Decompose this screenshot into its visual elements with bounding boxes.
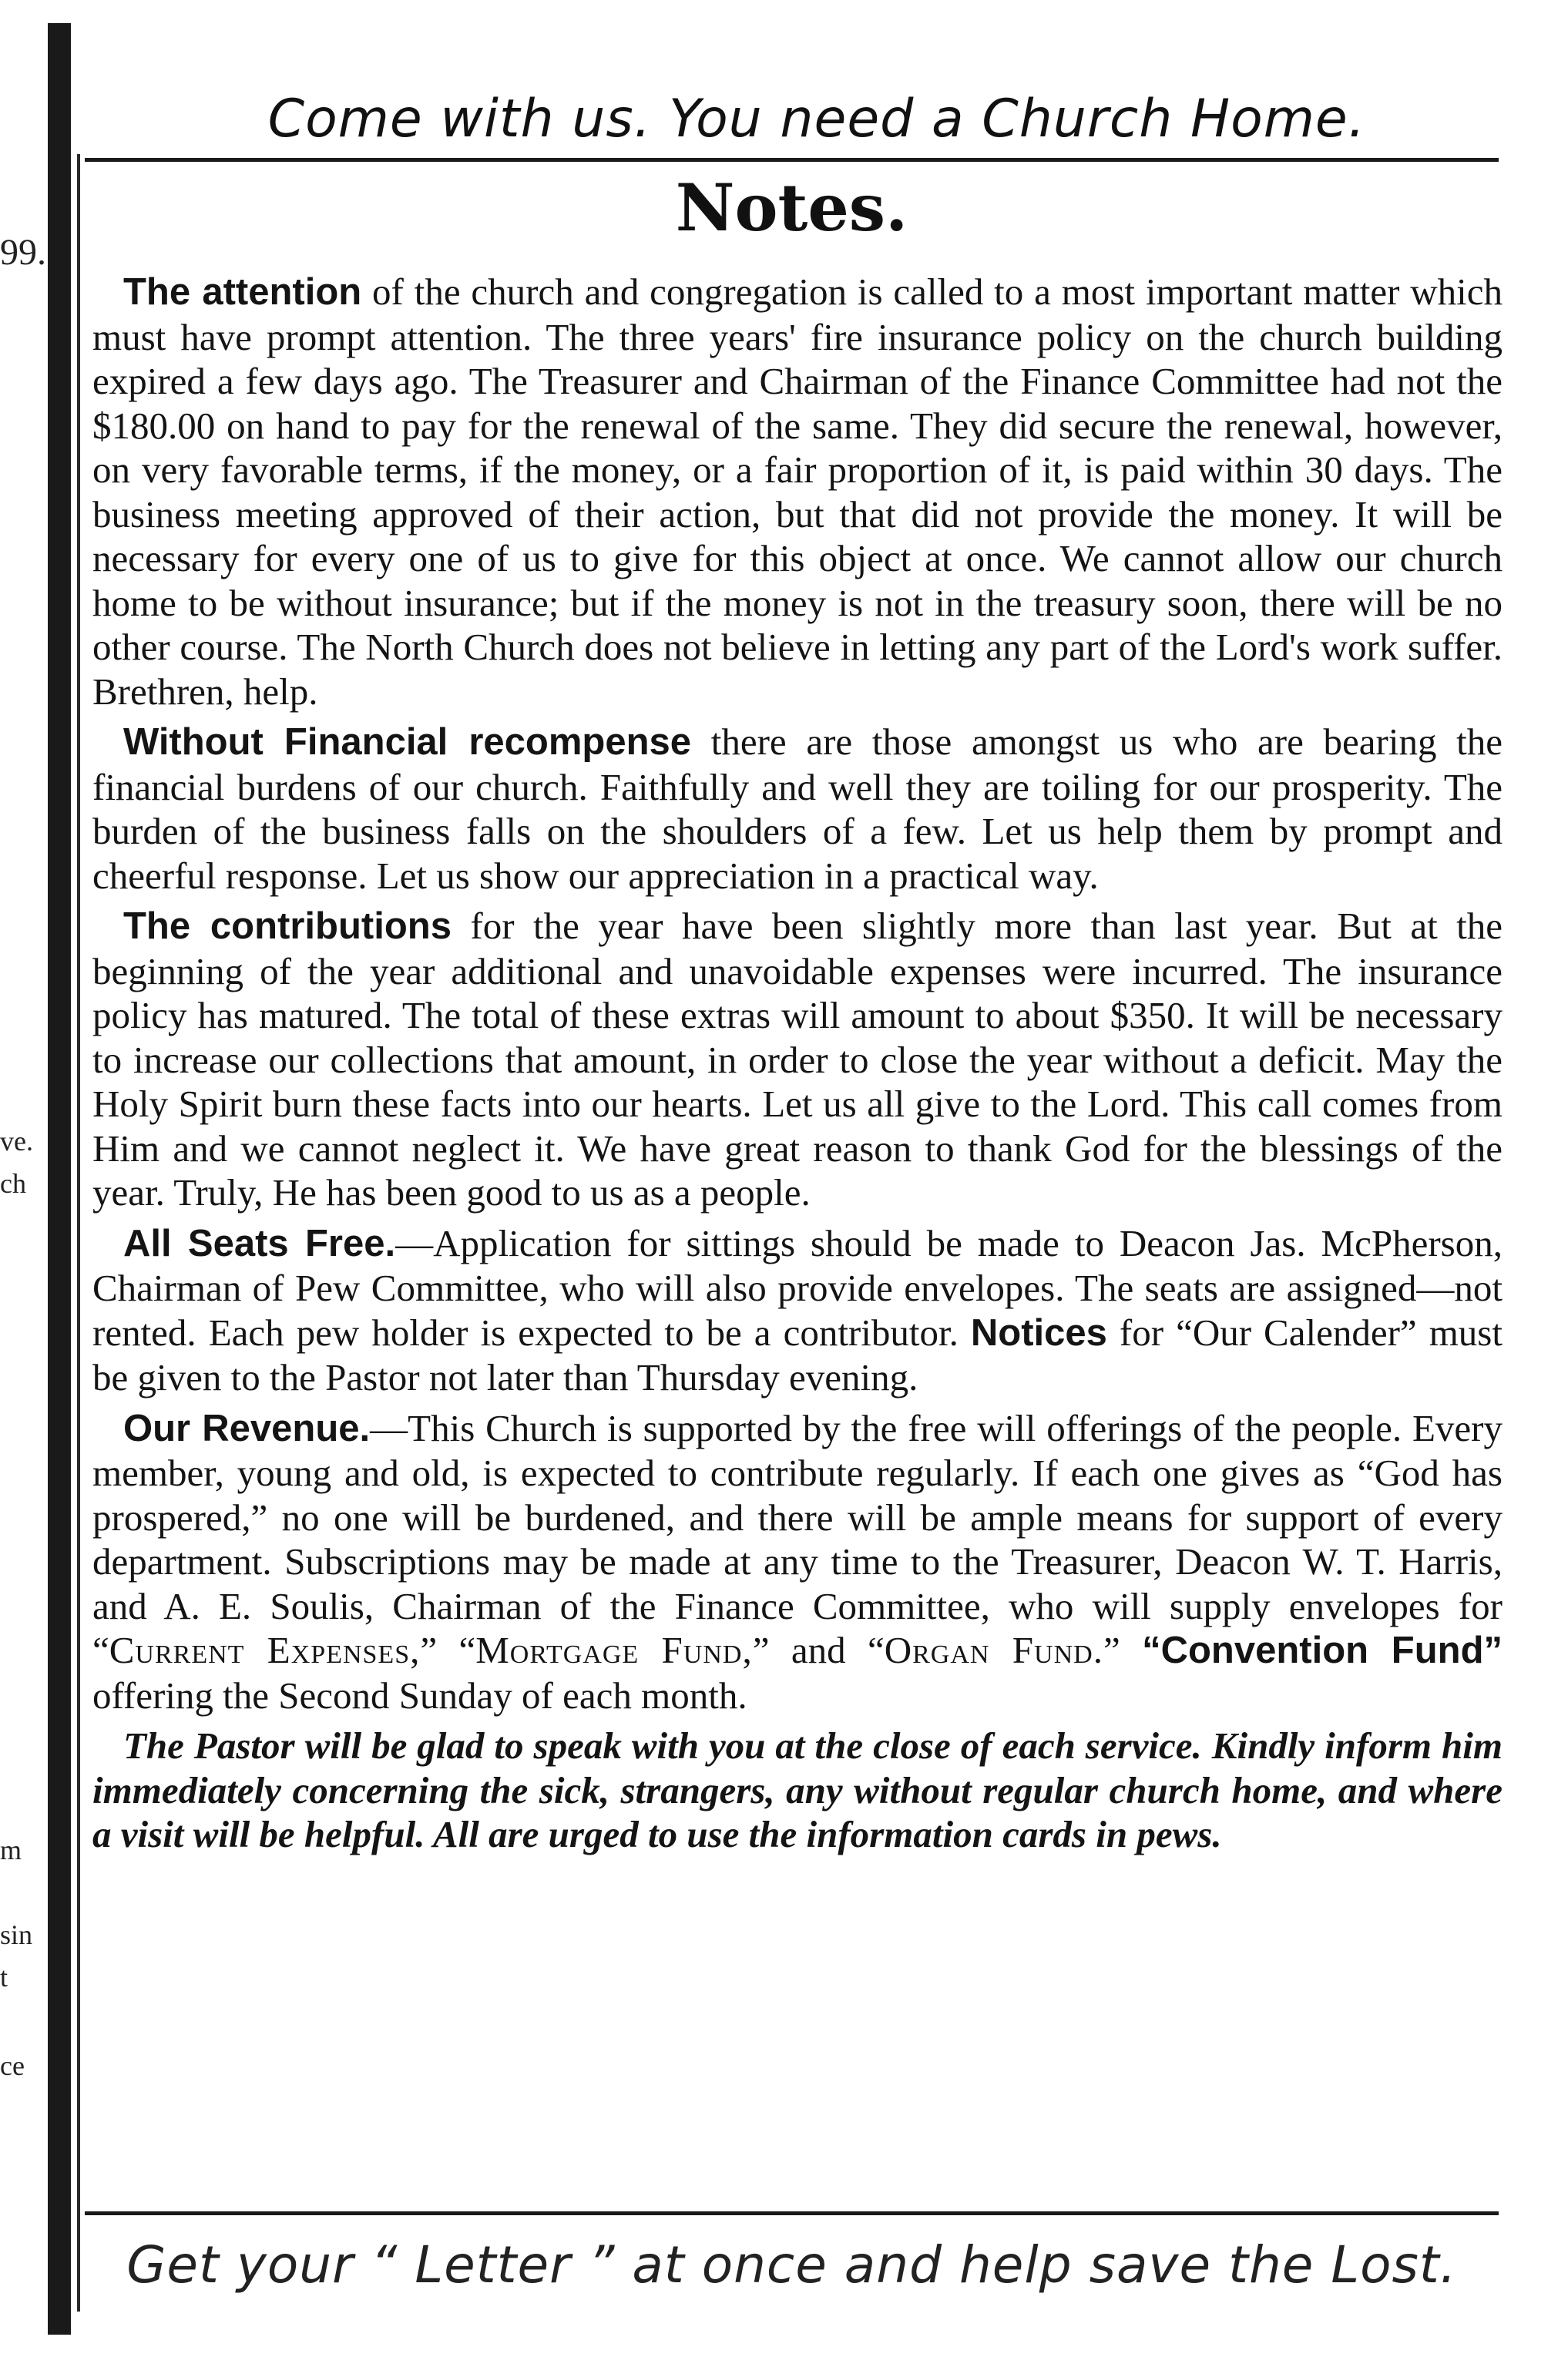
paragraph-financial [92, 720, 1503, 898]
margin-fragment: ve. [0, 1126, 33, 1157]
margin-fragment: ce [0, 2050, 25, 2081]
paragraph-lead: “Convention Fund” [1142, 1630, 1503, 1671]
margin-fragment: sin [0, 1919, 33, 1950]
margin-fragment: m [0, 1835, 22, 1865]
footer-rule [85, 2211, 1499, 2215]
paragraph-text: offering the Second Sunday of each month. [92, 1674, 747, 1717]
paragraph-attention [92, 270, 1503, 713]
margin-fragment: ch [0, 1168, 26, 1199]
paragraph-text: of the church and congregation is called to a most important matter which must have prompt attention. The three years' fire insurance policy on the church building expired a few days ago. The Treasurer and Chairman of the Finance Committee had not the $180.00 on hand to pay for the renewal of the same. They did secure the renewal, however, on very favorable terms, if the money, or a fair proportion of it, is paid within 30 days. The business meeting approved of their action, but that did not provide the money. It will be necessary for every one of us to give for this object at once. We cannot allow our church home to be without insurance; but if the money is not in the treasury soon, there will be no other course. The North Church does not believe in letting any part of the Lord's work suffer. Brethren, help. [92, 270, 1503, 713]
paragraph-text: for the year have been slightly more than last year. But at the beginning of the year additional and unavoidable expenses were incurred. The insurance policy has matured. The total of these extras will amount to about $350. It will be necessary to increase our collections that amount, in order to close the year without a deficit. May the Holy Spirit burn these facts into our hearts. Let us all give to the Lord. This call comes from Him and we cannot neglect it. We have great reason to thank God for the blessings of the year. Truly, He has been good to us as a people. [92, 905, 1503, 1214]
paragraph-lead: The attention [123, 271, 362, 313]
paragraph-text: ” “ [420, 1629, 476, 1671]
paragraph-text: —This Church is supported by the free will offerings of the people. Every member, young and old, is expected to contribute regularly. If each one gives as “God has prospered,” no one will be burdened, and there will be ample means for support of every department. Subscriptions may be made at any time to the Treasurer, Deacon W. T. Harris, and A. E. Soulis, Chairman of the Finance Committee, who will supply envelopes for “ [92, 1406, 1503, 1671]
footer-slogan: Get your “ Letter ” at once and help save the Lost. [126, 2235, 1457, 2295]
header-rule [85, 158, 1499, 162]
paragraph-lead: Without Financial recompense [123, 721, 692, 763]
paragraph-contributions [92, 904, 1503, 1215]
fund-name: Current Expenses, [109, 1629, 421, 1671]
paragraph-text: The Pastor will be glad to speak with you at the close of each service. Kindly inform him immediately concerning the sick, strangers, any without regular church home, and where a visit will be helpful. All are urged to use the information cards in pews. [92, 1724, 1503, 1855]
paragraph-text: ” and “ [752, 1629, 885, 1671]
paragraph-lead: The contributions [123, 905, 452, 947]
fund-name: Organ Fund. [884, 1629, 1103, 1671]
paragraph-text: for “Our Calender” must be given to the Pastor not later than Thursday evening. [92, 1311, 1503, 1398]
notes-body [92, 270, 1503, 1863]
paragraph-lead: Notices [970, 1311, 1107, 1354]
paragraph-text: —Application for sittings should be made to Deacon Jas. McPherson, Chairman of Pew Committee, who will also provide envelopes. The seats are assigned—not rented. Each pew holder is expected to be a contributor. [92, 1221, 1503, 1354]
header-slogan: Come with us. You need a Church Home. [267, 89, 1366, 149]
paragraph-lead: All Seats Free. [123, 1222, 396, 1264]
paragraph-seats [92, 1221, 1503, 1400]
fund-name: Mortgage Fund, [475, 1629, 753, 1671]
paragraph-lead: Our Revenue. [123, 1407, 371, 1449]
paragraph-revenue [92, 1406, 1503, 1718]
left-column-rule [77, 154, 80, 2312]
paragraph-text: ” [1103, 1629, 1143, 1671]
margin-fragment: t [0, 1962, 8, 1993]
paragraph-pastor [92, 1724, 1503, 1857]
paragraph-text: there are those amongst us who are bearing the financial burdens of our church. Faithfully and well they are toiling for our prosperity. The burden of the business falls on the shoulders of a few. Let us help them by prompt and cheerful response. Let us show our appreciation in a practical way. [92, 720, 1503, 897]
left-column-border [48, 23, 71, 2335]
notes-title: Notes. [675, 170, 908, 246]
page-number-fragment: 99. [0, 232, 46, 273]
